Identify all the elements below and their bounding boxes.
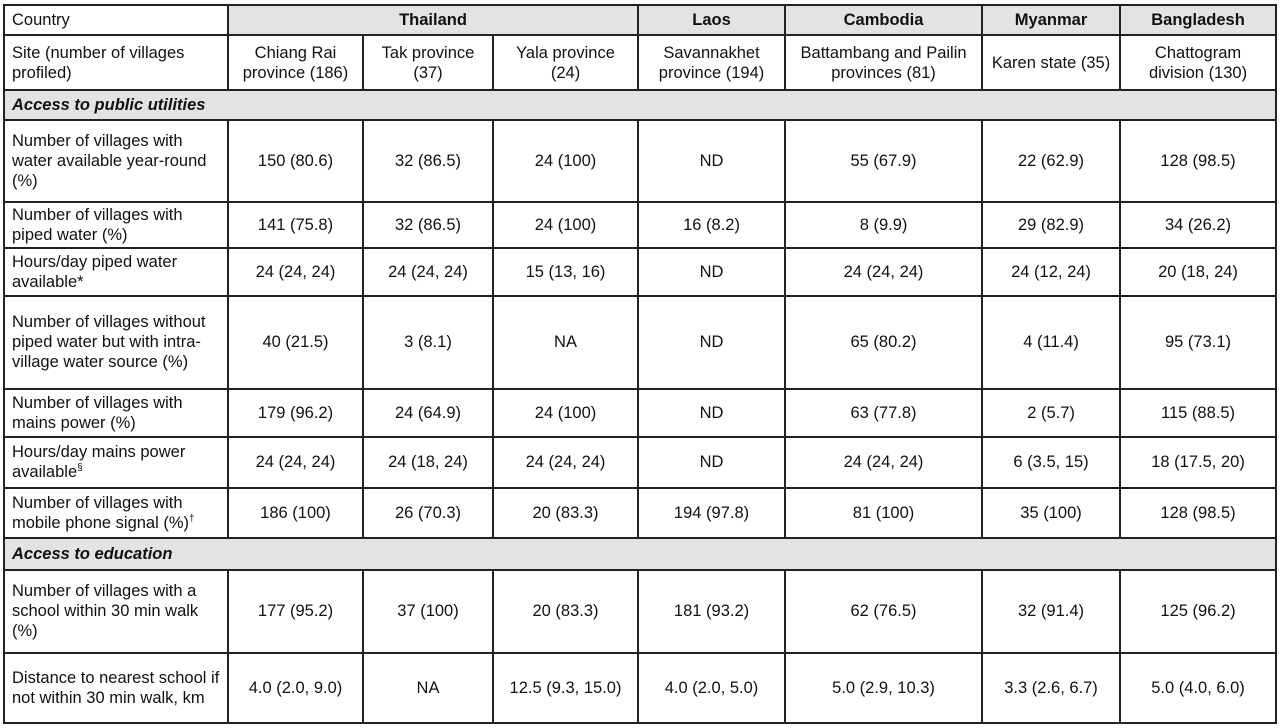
site-cell: Karen state (35) bbox=[982, 35, 1120, 90]
row-label-text: Hours/day mains power available bbox=[12, 443, 186, 482]
country-header-row bbox=[4, 5, 1276, 35]
table-cell: NA bbox=[363, 653, 493, 723]
table-cell: 24 (100) bbox=[493, 389, 638, 437]
table-cell: 24 (24, 24) bbox=[493, 437, 638, 488]
table-cell: 24 (18, 24) bbox=[363, 437, 493, 488]
table-cell: 24 (24, 24) bbox=[785, 437, 982, 488]
row-label-text: Number of villages with mobile phone signal (%) bbox=[12, 494, 190, 533]
row-label bbox=[4, 202, 228, 248]
country-header-thailand: Thailand bbox=[228, 5, 638, 35]
table-cell: 29 (82.9) bbox=[982, 202, 1120, 248]
table-cell: 12.5 (9.3, 15.0) bbox=[493, 653, 638, 723]
table-cell: 20 (18, 24) bbox=[1120, 248, 1276, 296]
table-cell: 3.3 (2.6, 6.7) bbox=[982, 653, 1120, 723]
table-cell: 65 (80.2) bbox=[785, 296, 982, 388]
table-cell: 62 (76.5) bbox=[785, 570, 982, 652]
site-cell: Chiang Rai province (186) bbox=[228, 35, 363, 90]
table-cell: 3 (8.1) bbox=[363, 296, 493, 388]
section-header-row bbox=[4, 90, 1276, 120]
table-cell: 141 (75.8) bbox=[228, 202, 363, 248]
row-label-text: Hours/day piped water available* bbox=[12, 253, 178, 292]
table-cell: 35 (100) bbox=[982, 488, 1120, 538]
site-cell: Battambang and Pailin provinces (81) bbox=[785, 35, 982, 90]
site-cell: Savannakhet province (194) bbox=[638, 35, 785, 90]
table-cell: 32 (91.4) bbox=[982, 570, 1120, 652]
table-cell: 20 (83.3) bbox=[493, 570, 638, 652]
table-cell: 194 (97.8) bbox=[638, 488, 785, 538]
footnote-mark: † bbox=[189, 513, 195, 525]
table-row bbox=[4, 570, 1276, 652]
row-label bbox=[4, 437, 228, 488]
row-label-text: Distance to nearest school if not within 30 min walk, km bbox=[12, 668, 220, 707]
table-cell: 2 (5.7) bbox=[982, 389, 1120, 437]
table-cell: 8 (9.9) bbox=[785, 202, 982, 248]
village-profile-table bbox=[3, 4, 1277, 724]
section-title: Access to education bbox=[4, 538, 1276, 570]
table-row bbox=[4, 296, 1276, 388]
table-row bbox=[4, 120, 1276, 201]
table-cell: 181 (93.2) bbox=[638, 570, 785, 652]
table-row bbox=[4, 437, 1276, 488]
table-cell: 179 (96.2) bbox=[228, 389, 363, 437]
site-row-label: Site (number of villages profiled) bbox=[4, 35, 228, 90]
row-label bbox=[4, 488, 228, 538]
table-cell: 186 (100) bbox=[228, 488, 363, 538]
table-cell: ND bbox=[638, 120, 785, 201]
footnote-mark: § bbox=[77, 462, 83, 474]
table-cell: 24 (100) bbox=[493, 202, 638, 248]
table-cell: 125 (96.2) bbox=[1120, 570, 1276, 652]
table-row bbox=[4, 202, 1276, 248]
table-cell: 24 (24, 24) bbox=[363, 248, 493, 296]
row-label-text: Number of villages with a school within 30 min walk (%) bbox=[12, 582, 199, 641]
table-cell: 6 (3.5, 15) bbox=[982, 437, 1120, 488]
table-cell: 22 (62.9) bbox=[982, 120, 1120, 201]
table-cell: ND bbox=[638, 296, 785, 388]
site-cell: Tak province (37) bbox=[363, 35, 493, 90]
table-cell: 128 (98.5) bbox=[1120, 120, 1276, 201]
table-cell: 5.0 (4.0, 6.0) bbox=[1120, 653, 1276, 723]
table-cell: 24 (100) bbox=[493, 120, 638, 201]
table-cell: 32 (86.5) bbox=[363, 120, 493, 201]
table-cell: 18 (17.5, 20) bbox=[1120, 437, 1276, 488]
table-cell: 4.0 (2.0, 9.0) bbox=[228, 653, 363, 723]
table-cell: 177 (95.2) bbox=[228, 570, 363, 652]
table-cell: 81 (100) bbox=[785, 488, 982, 538]
table-cell: 24 (24, 24) bbox=[228, 248, 363, 296]
row-label bbox=[4, 570, 228, 652]
table-row bbox=[4, 248, 1276, 296]
section-title: Access to public utilities bbox=[4, 90, 1276, 120]
table-cell: 16 (8.2) bbox=[638, 202, 785, 248]
table-cell: 128 (98.5) bbox=[1120, 488, 1276, 538]
table-cell: ND bbox=[638, 389, 785, 437]
table-cell: 5.0 (2.9, 10.3) bbox=[785, 653, 982, 723]
site-row bbox=[4, 35, 1276, 90]
row-label bbox=[4, 120, 228, 201]
table-cell: ND bbox=[638, 437, 785, 488]
table-cell: 32 (86.5) bbox=[363, 202, 493, 248]
country-header-myanmar: Myanmar bbox=[982, 5, 1120, 35]
table-cell: 63 (77.8) bbox=[785, 389, 982, 437]
section-header-row bbox=[4, 538, 1276, 570]
table-cell: 34 (26.2) bbox=[1120, 202, 1276, 248]
row-label bbox=[4, 296, 228, 388]
table-cell: 4 (11.4) bbox=[982, 296, 1120, 388]
table-cell: 55 (67.9) bbox=[785, 120, 982, 201]
table-row bbox=[4, 389, 1276, 437]
site-cell: Yala province (24) bbox=[493, 35, 638, 90]
table-cell: 26 (70.3) bbox=[363, 488, 493, 538]
table-cell: NA bbox=[493, 296, 638, 388]
table-cell: 150 (80.6) bbox=[228, 120, 363, 201]
row-label-text: Number of villages with piped water (%) bbox=[12, 205, 183, 244]
table-cell: 24 (24, 24) bbox=[228, 437, 363, 488]
table-cell: ND bbox=[638, 248, 785, 296]
table-cell: 24 (24, 24) bbox=[785, 248, 982, 296]
row-label-text: Number of villages without piped water but with intra-village water source (%) bbox=[12, 313, 206, 372]
site-cell: Chattogram division (130) bbox=[1120, 35, 1276, 90]
table-cell: 15 (13, 16) bbox=[493, 248, 638, 296]
row-label-text: Number of villages with water available year-round (%) bbox=[12, 132, 207, 191]
row-label bbox=[4, 248, 228, 296]
table-cell: 40 (21.5) bbox=[228, 296, 363, 388]
country-header-label: Country bbox=[4, 5, 228, 35]
table-row bbox=[4, 488, 1276, 538]
row-label-text: Number of villages with mains power (%) bbox=[12, 393, 183, 432]
table-cell: 95 (73.1) bbox=[1120, 296, 1276, 388]
table-cell: 20 (83.3) bbox=[493, 488, 638, 538]
country-header-cambodia: Cambodia bbox=[785, 5, 982, 35]
table-row bbox=[4, 653, 1276, 723]
table-cell: 4.0 (2.0, 5.0) bbox=[638, 653, 785, 723]
country-header-bangladesh: Bangladesh bbox=[1120, 5, 1276, 35]
table-cell: 115 (88.5) bbox=[1120, 389, 1276, 437]
table-cell: 37 (100) bbox=[363, 570, 493, 652]
country-header-laos: Laos bbox=[638, 5, 785, 35]
row-label bbox=[4, 653, 228, 723]
table-cell: 24 (64.9) bbox=[363, 389, 493, 437]
row-label bbox=[4, 389, 228, 437]
table-cell: 24 (12, 24) bbox=[982, 248, 1120, 296]
